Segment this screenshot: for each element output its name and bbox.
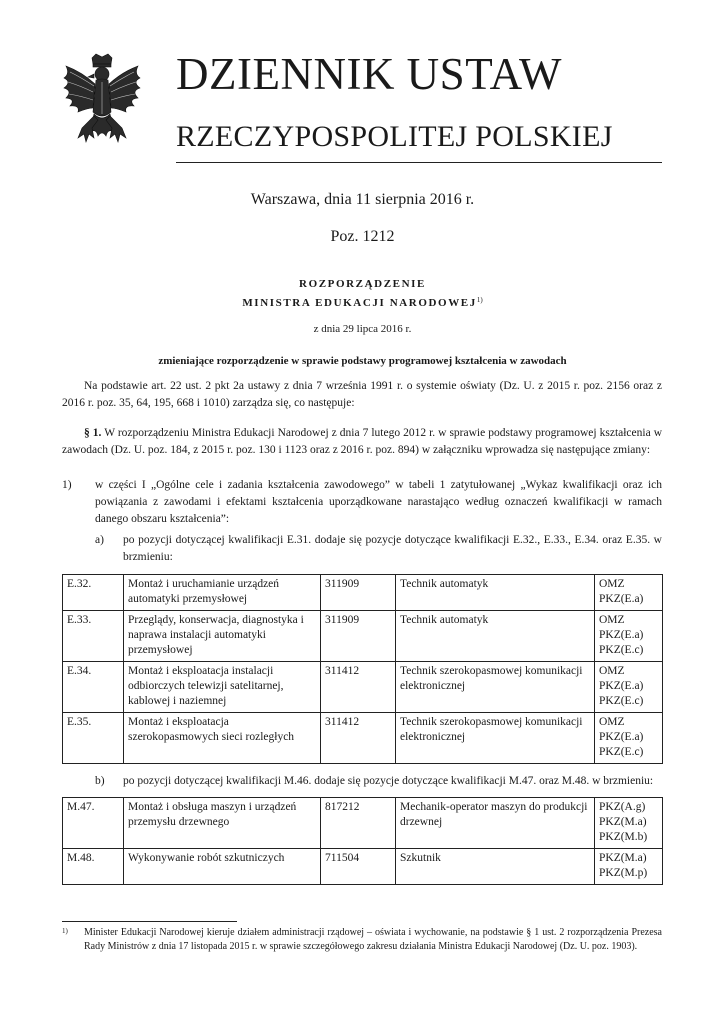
- profession-name: Technik szerokopasmowej komunikacji elektronicznej: [396, 713, 595, 764]
- qualification-code: E.35.: [63, 713, 124, 764]
- act-type: ROZPORZĄDZENIE: [299, 278, 426, 290]
- footnote-text: Minister Edukacji Narodowej kieruje działem administracji rządowej – oświata i wychowanie, na podstawie § 1 ust. 2 rozporządzenia Prezesa Rady Ministrów z dnia 17 listopada 2015 r. w sprawie szczegółowego zakresu działania Ministra Edukacji Narodowej (Dz. U. poz. 1903).: [84, 927, 662, 952]
- act-issuer: [0, 296, 725, 309]
- act-title: zmieniające rozporządzenie w sprawie podstawy programowej kształcenia w zawodach: [158, 355, 567, 367]
- footnote-number: 1): [62, 927, 68, 935]
- learning-effect: OMZ: [599, 614, 625, 626]
- qualification-code: M.47.: [63, 798, 124, 849]
- footnote: [62, 926, 662, 954]
- sub-item-text: po pozycji dotyczącej kwalifikacji M.46. dodaje się pozycje dotyczące kwalifikacji M.47. oraz M.48. w brzmieniu:: [123, 775, 654, 787]
- sub-item-text: po pozycji dotyczącej kwalifikacji E.31. dodaje się pozycje dotyczące kwalifikacji E.32., E.33., E.34. oraz E.35. w brzmieniu:: [123, 534, 662, 563]
- sub-item-letter: a): [95, 534, 104, 546]
- profession-name: Technik automatyk: [396, 575, 595, 611]
- learning-effect: PKZ(E.a): [599, 593, 644, 605]
- learning-effect: PKZ(E.a): [599, 629, 644, 641]
- table-row: [63, 611, 663, 662]
- learning-effect: PKZ(E.a): [599, 680, 644, 692]
- profession-name: Technik szerokopasmowej komunikacji elektronicznej: [396, 662, 595, 713]
- section-1-label: § 1.: [84, 427, 102, 439]
- list-item-text: w części I „Ogólne cele i zadania kształcenia zawodowego” w tabeli 1 zatytułowanej „Wykaz kwalifikacji oraz ich powiązania z zawodami i efektami kształcenia uporządkowane narastająco według oznaczeń kwalifikacji w ramach danego obszaru kształcenia”:: [95, 479, 662, 525]
- learning-effect: PKZ(M.b): [599, 831, 648, 843]
- profession-number: 311412: [321, 662, 396, 713]
- learning-effects: [595, 713, 663, 764]
- learning-effect: OMZ: [599, 578, 625, 590]
- profession-number: 711504: [321, 849, 396, 885]
- learning-effect: PKZ(M.p): [599, 867, 648, 879]
- profession-name: Szkutnik: [396, 849, 595, 885]
- table-row: [63, 575, 663, 611]
- learning-effect: PKZ(E.a): [599, 731, 644, 743]
- journal-title: DZIENNIK USTAW: [176, 49, 562, 99]
- legal-basis-paragraph: Na podstawie art. 22 ust. 2 pkt 2a ustawy z dnia 7 września 1991 r. o systemie oświaty (Dz. U. z 2015 r. poz. 2156 oraz z 2016 r. poz. 35, 64, 195, 668 i 1010) zarządza się, co następuje:: [62, 380, 662, 409]
- polish-eagle-emblem-icon: [56, 52, 148, 160]
- position-number: Poz. 1212: [330, 228, 395, 245]
- table-row: [63, 798, 663, 849]
- learning-effect: PKZ(E.c): [599, 644, 644, 656]
- qualification-code: E.33.: [63, 611, 124, 662]
- sub-item-b: [95, 773, 662, 790]
- profession-name: Technik automatyk: [396, 611, 595, 662]
- list-item-1: [62, 477, 662, 528]
- learning-effects: [595, 798, 663, 849]
- profession-number: 817212: [321, 798, 396, 849]
- table-row: [63, 849, 663, 885]
- learning-effects: [595, 575, 663, 611]
- profession-number: 311412: [321, 713, 396, 764]
- masthead-rule: [176, 162, 662, 163]
- learning-effect: OMZ: [599, 665, 625, 677]
- profession-number: 311909: [321, 575, 396, 611]
- list-item-number: 1): [62, 479, 72, 491]
- qualification-name: Montaż i eksploatacja szerokopasmowych sieci rozległych: [124, 713, 321, 764]
- profession-name: Mechanik-operator maszyn do produkcji drzewnej: [396, 798, 595, 849]
- section-1-text: W rozporządzeniu Ministra Edukacji Narodowej z dnia 7 lutego 2012 r. w sprawie podstawy programowej kształcenia w zawodach (Dz. U. poz. 184, z 2015 r. poz. 130 i 1123 oraz z 2016 r. poz. 894) w załączniku wprowadza się następujące zmiany:: [62, 427, 663, 456]
- qualification-name: Montaż i obsługa maszyn i urządzeń przemysłu drzewnego: [124, 798, 321, 849]
- qualification-name: Montaż i uruchamianie urządzeń automatyki przemysłowej: [124, 575, 321, 611]
- qualification-name: Wykonywanie robót szkutniczych: [124, 849, 321, 885]
- learning-effect: OMZ: [599, 716, 625, 728]
- learning-effect: PKZ(A.g): [599, 801, 646, 813]
- learning-effects: [595, 662, 663, 713]
- footnote-ref: 1): [476, 296, 483, 304]
- sub-item-letter: b): [95, 775, 105, 787]
- table-row: [63, 713, 663, 764]
- act-date: z dnia 29 lipca 2016 r.: [313, 323, 412, 335]
- qualification-code: E.32.: [63, 575, 124, 611]
- learning-effects: [595, 849, 663, 885]
- learning-effect: PKZ(M.a): [599, 816, 647, 828]
- footnote-rule: [62, 921, 237, 922]
- qualifications-table-a: [62, 574, 663, 764]
- learning-effect: PKZ(E.c): [599, 746, 644, 758]
- act-issuer-text: MINISTRA EDUKACJI NARODOWEJ: [242, 297, 477, 309]
- qualification-name: Przeglądy, konserwacja, diagnostyka i naprawa instalacji automatyki przemysłowej: [124, 611, 321, 662]
- learning-effect: PKZ(M.a): [599, 852, 647, 864]
- profession-number: 311909: [321, 611, 396, 662]
- table-row: [63, 662, 663, 713]
- journal-subtitle: RZECZYPOSPOLITEJ POLSKIEJ: [176, 120, 613, 153]
- qualification-code: E.34.: [63, 662, 124, 713]
- learning-effect: PKZ(E.c): [599, 695, 644, 707]
- qualifications-table-b: [62, 797, 663, 885]
- learning-effects: [595, 611, 663, 662]
- qualification-name: Montaż i eksploatacja instalacji odbiorczych telewizji satelitarnej, kablowej i naziemnej: [124, 662, 321, 713]
- dateline: Warszawa, dnia 11 sierpnia 2016 r.: [250, 191, 475, 208]
- qualification-code: M.48.: [63, 849, 124, 885]
- section-1-paragraph: [62, 425, 662, 459]
- sub-item-a: [95, 532, 662, 566]
